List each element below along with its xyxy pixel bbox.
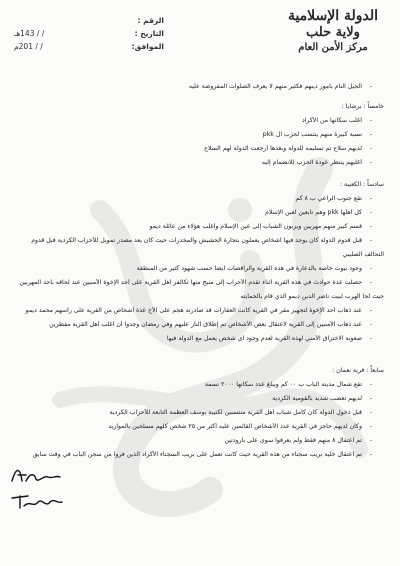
equiv-label: الموافق: <box>131 42 164 51</box>
intro-line <box>18 83 384 91</box>
bullet-icon: - <box>369 195 372 202</box>
list-item <box>18 381 384 389</box>
list-item <box>18 159 384 167</box>
list-item-continuation <box>18 251 384 259</box>
date-value: / / 143هـ <box>14 29 45 38</box>
bullet-icon: - <box>369 223 372 230</box>
item-text: وكان لديهم حاجز في القرية عدد الأشخاص القائمين عليه أكثر من ٢٥ شخص كلهم مسلحين بالمواريد <box>108 423 362 430</box>
item-text: قبل دخول الدولة كان كامل شباب أهل القرية منتسبين لكتيبة يوسف العظمة التابعة للأحزاب الكردية <box>109 409 362 416</box>
bullet-icon: - <box>369 321 372 328</box>
item-text: لديهم تعصب شديد بالقومية الكردية <box>272 395 362 402</box>
logo-line-3: مركز الأمن العام <box>298 42 368 53</box>
item-text: كل أهلها pkk وهم تابعين لعين الإسلام <box>265 209 362 216</box>
item-text: حصلت عدة حوادث في هذه القرية أثناء تقدم الأحزاب إلى منبج منها تكالفر أهل القرية على أحد الإخوة الأمنيين عند لحاقه بأحد المهربين <box>19 279 362 286</box>
bullet-icon: - <box>369 437 372 444</box>
date-row <box>14 27 164 40</box>
list-item <box>18 409 384 417</box>
list-item-continuation <box>18 293 384 301</box>
list-item <box>18 145 384 153</box>
item-text: نسبة كبيرة منهم ينتسب لحزب ال pkk <box>262 131 362 138</box>
item-text: عند ذهاب الأمنيين إلى القرية لاعتقال بعض الأشخاص تم إطلاق النار عليهم وفي رمضان وجدوا أن أغلب أهل القرية مفطرين <box>49 321 362 328</box>
signature-2 <box>8 490 64 512</box>
ref-label: الرقم : <box>137 16 164 25</box>
list-item <box>18 437 384 445</box>
bullet-icon: - <box>369 209 372 216</box>
bullet-icon: - <box>369 451 372 458</box>
document-body <box>18 83 384 459</box>
list-item <box>18 423 384 431</box>
item-text: تم اعتقال خلية بريب سجناء من هذه القرية حيث كانت تعمل على بريب السجناء الأكراد الذين فروا من سجن الباب في وقت سابق <box>32 451 362 458</box>
item-text: لديهم سلاح تم تسليمه للدولة وبعدها أرجعت الدولة لهم السلاح <box>203 145 362 152</box>
logo-line-2: ولاية حلب <box>306 25 360 40</box>
bullet-icon: - <box>369 335 372 342</box>
list-item <box>18 451 384 459</box>
list-item <box>18 279 384 287</box>
bullet-icon: - <box>369 409 372 416</box>
list-item <box>18 307 384 315</box>
logo-line-1: الدولة الإسلامية <box>287 8 379 24</box>
list-item <box>18 223 384 231</box>
header-fields <box>14 14 164 53</box>
bullet-icon: - <box>369 279 372 286</box>
list-item <box>18 209 384 217</box>
bullet-icon: - <box>369 423 372 430</box>
date-label: التاريخ : <box>134 29 164 38</box>
list-item <box>18 117 384 125</box>
bullet-icon: - <box>369 265 372 272</box>
item-text: أغلب سكانها من الأكراد <box>301 117 362 124</box>
list-item <box>18 237 384 245</box>
item-text: قسم كبير منهم مهربين ويربون الشباب إلى عين الإسلام وأغلب هؤلاء من عائلة ديمو <box>149 223 362 230</box>
list-item <box>18 195 384 203</box>
section-7-heading: سابعاً : قرية نعمان : <box>332 367 384 374</box>
bullet-icon: - <box>369 131 372 138</box>
section-6-heading: سادساً : الكعيبة : <box>339 181 384 188</box>
bullet-icon: - <box>369 159 372 166</box>
bullet-icon: - <box>369 117 372 124</box>
item-text: التحالف الصليبي <box>342 251 384 258</box>
bullet-icon: - <box>369 395 372 402</box>
item-text: وجود بيوت خاصة بالدعارة في هذه القرية والراقصات أيضاً حسب شهود كثير من المنطقة <box>136 265 362 272</box>
bullet-icon: - <box>369 381 372 388</box>
list-item <box>18 131 384 139</box>
item-text: تم اعتقال ٨ منهم فقط ولم يعرفوا سوى على بارودتين <box>224 437 362 444</box>
item-text: تقع شمال مدينة الباب ب ٠٠ كم ويبلغ عدد سكانها ٢٠٠٠ نسمة <box>204 381 362 388</box>
section-5-heading: خامساً : برشايا : <box>341 103 384 110</box>
bullet-icon: - <box>369 145 372 152</box>
list-item <box>18 265 384 273</box>
logo <box>274 8 392 60</box>
intro-text: الجيل النام بأمور دينهم فكثير منهم لا يعرف الصلوات المفروضة عليه <box>188 83 362 90</box>
list-item <box>18 335 384 343</box>
signature-1 <box>8 465 64 487</box>
item-text: أغلبهم ينتظر عودة الحزب للانضمام إليه <box>261 159 362 166</box>
item-text: تقع جنوب الراعي ب ٨ كم <box>295 195 362 202</box>
ref-row <box>14 14 164 27</box>
equiv-value: / / 201م <box>14 42 43 51</box>
item-text: عند ذهاب أحد الإخوة لتجهيز مقر في القرية كانت العقارات قد صادرته هجم على الأخ عدة أشخاص من القرية على رأسهم محمد ديمو <box>25 307 362 314</box>
equiv-row <box>14 40 164 53</box>
list-item <box>18 321 384 329</box>
item-text: صعوبة الاختراق الأمني لهذه القرية لعدم وجود أي شخص يعمل مع الدولة فيها <box>166 335 362 342</box>
item-text: قبل قدوم الدولة كان يوجد فيها أشخاص يعملون بتجارة الحشيش والمخدرات حيث كان يعد مصدر تمويل للأحزاب الكردية قبل قدوم <box>31 237 362 244</box>
item-text: حيث لجأ الهرب لبيت ناصر الدين ديمو الذي قام بالحمايته <box>240 293 384 300</box>
list-item <box>18 395 384 403</box>
bullet-icon: - <box>369 307 372 314</box>
bullet-icon: - <box>369 237 372 244</box>
bullet-icon: - <box>369 83 372 90</box>
